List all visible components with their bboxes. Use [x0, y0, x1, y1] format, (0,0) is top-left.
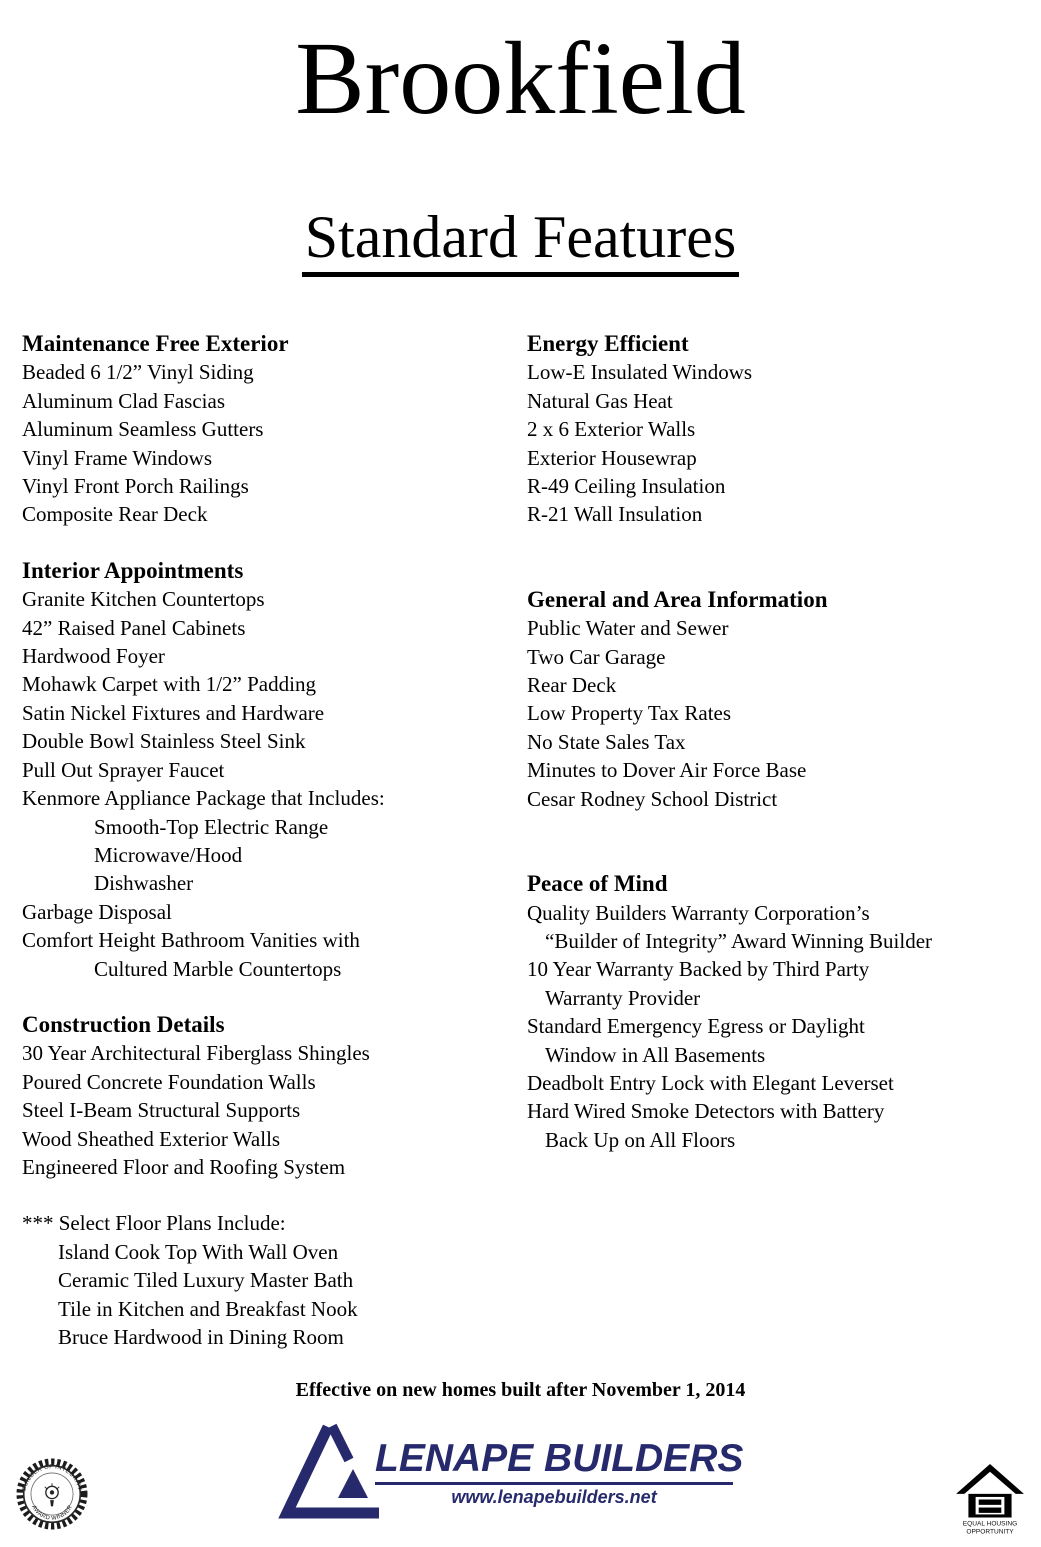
- features-right-column: [527, 330, 1032, 1154]
- feature-item: *** Select Floor Plans Include:: [22, 1211, 286, 1236]
- feature-item: 2 x 6 Exterior Walls: [527, 417, 696, 442]
- section-heading: Interior Appointments: [22, 557, 244, 583]
- section-heading: Construction Details: [22, 1011, 225, 1037]
- feature-item: Cultured Marble Countertops: [94, 956, 342, 981]
- feature-item: 30 Year Architectural Fiberglass Shingles: [22, 1041, 370, 1066]
- feature-item: Tile in Kitchen and Breakfast Nook: [58, 1296, 358, 1321]
- feature-item: Poured Concrete Foundation Walls: [22, 1069, 316, 1094]
- feature-item: Back Up on All Floors: [545, 1127, 736, 1152]
- feature-item: Minutes to Dover Air Force Base: [527, 758, 807, 783]
- feature-item: Natural Gas Heat: [527, 388, 673, 413]
- feature-item: R-21 Wall Insulation: [527, 502, 703, 527]
- feature-item: Smooth-Top Electric Range: [94, 814, 329, 839]
- feature-item: Two Car Garage: [527, 644, 666, 669]
- feature-item: Quality Builders Warranty Corporation’s: [527, 900, 870, 925]
- feature-item: Bruce Hardwood in Dining Room: [58, 1325, 344, 1349]
- feature-section: [527, 330, 1032, 529]
- feature-item: Satin Nickel Fixtures and Hardware: [22, 700, 325, 725]
- feature-item: 10 Year Warranty Backed by Third Party: [527, 957, 870, 982]
- feature-item: Public Water and Sewer: [527, 616, 729, 641]
- feature-item: Kenmore Appliance Package that Includes:: [22, 786, 385, 811]
- feature-section: [22, 330, 527, 529]
- feature-section: [527, 870, 1032, 1154]
- feature-item: Low-E Insulated Windows: [527, 360, 753, 385]
- feature-item: Dishwasher: [94, 871, 194, 896]
- feature-item: Exterior Housewrap: [527, 445, 697, 470]
- feature-item: Microwave/Hood: [94, 842, 243, 867]
- section-heading: Energy Efficient: [527, 331, 689, 356]
- feature-item: Island Cook Top With Wall Oven: [58, 1239, 339, 1264]
- equal-housing-text-line1: EQUAL HOUSING: [962, 1520, 1018, 1528]
- feature-item: Rear Deck: [527, 673, 617, 698]
- page-title: Brookfield: [295, 21, 746, 136]
- feature-item: Aluminum Clad Fascias: [22, 388, 225, 413]
- equal-housing-opportunity-icon: [953, 1462, 1027, 1536]
- features-left-column: [22, 330, 527, 1351]
- feature-item: Beaded 6 1/2” Vinyl Siding: [22, 360, 254, 385]
- feature-item: Mohawk Carpet with 1/2” Padding: [22, 672, 316, 697]
- equal-housing-text-line2: OPPORTUNITY: [966, 1528, 1014, 1536]
- seal-top-text: BUILDER OF INTEGRITY: [21, 1464, 83, 1492]
- feature-section: [22, 1209, 527, 1351]
- section-heading: General and Area Information: [527, 586, 828, 612]
- seal-bottom-text: AWARD WINNER: [30, 1504, 74, 1522]
- feature-item: “Builder of Integrity” Award Winning Builder: [545, 928, 933, 953]
- feature-item: Standard Emergency Egress or Daylight: [527, 1014, 865, 1039]
- feature-item: Deadbolt Entry Lock with Elegant Leverset: [527, 1070, 894, 1095]
- feature-item: No State Sales Tax: [527, 729, 686, 754]
- builder-of-integrity-seal-icon: [16, 1458, 88, 1530]
- feature-item: Vinyl Front Porch Railings: [22, 474, 249, 499]
- builder-name: LENAPE BUILDERS: [375, 1437, 744, 1480]
- feature-item: Aluminum Seamless Gutters: [22, 417, 264, 442]
- feature-item: Ceramic Tiled Luxury Master Bath: [58, 1268, 354, 1293]
- page-subtitle-wrap: [0, 204, 1041, 277]
- feature-section: [22, 1011, 527, 1181]
- section-heading: Peace of Mind: [527, 871, 668, 897]
- section-heading: Maintenance Free Exterior: [22, 331, 289, 356]
- feature-item: Vinyl Frame Windows: [22, 445, 212, 470]
- feature-item: R-49 Ceiling Insulation: [527, 474, 726, 499]
- feature-item: Garbage Disposal: [22, 899, 172, 924]
- feature-section: [527, 586, 1032, 813]
- feature-item: Double Bowl Stainless Steel Sink: [22, 729, 306, 754]
- builder-website: www.lenapebuilders.net: [451, 1487, 657, 1507]
- feature-item: Cesar Rodney School District: [527, 786, 778, 811]
- feature-item: Composite Rear Deck: [22, 502, 208, 527]
- builder-name-underline: [375, 1482, 733, 1485]
- feature-item: 42” Raised Panel Cabinets: [22, 615, 246, 640]
- feature-item: Engineered Floor and Roofing System: [22, 1154, 346, 1179]
- page-subtitle: Standard Features: [302, 204, 740, 277]
- feature-item: Window in All Basements: [545, 1042, 766, 1067]
- feature-item: Wood Sheathed Exterior Walls: [22, 1126, 281, 1151]
- feature-item: Steel I-Beam Structural Supports: [22, 1098, 301, 1123]
- feature-item: Hardwood Foyer: [22, 644, 165, 669]
- feature-item: Hard Wired Smoke Detectors with Battery: [527, 1099, 885, 1124]
- feature-item: Comfort Height Bathroom Vanities with: [22, 928, 360, 953]
- feature-item: Granite Kitchen Countertops: [22, 587, 265, 612]
- feature-item: Warranty Provider: [545, 985, 701, 1010]
- feature-item: Pull Out Sprayer Faucet: [22, 757, 225, 782]
- feature-section: [22, 557, 527, 983]
- effective-date-note: Effective on new homes built after November 1, 2014: [295, 1379, 746, 1401]
- feature-item: Low Property Tax Rates: [527, 701, 732, 726]
